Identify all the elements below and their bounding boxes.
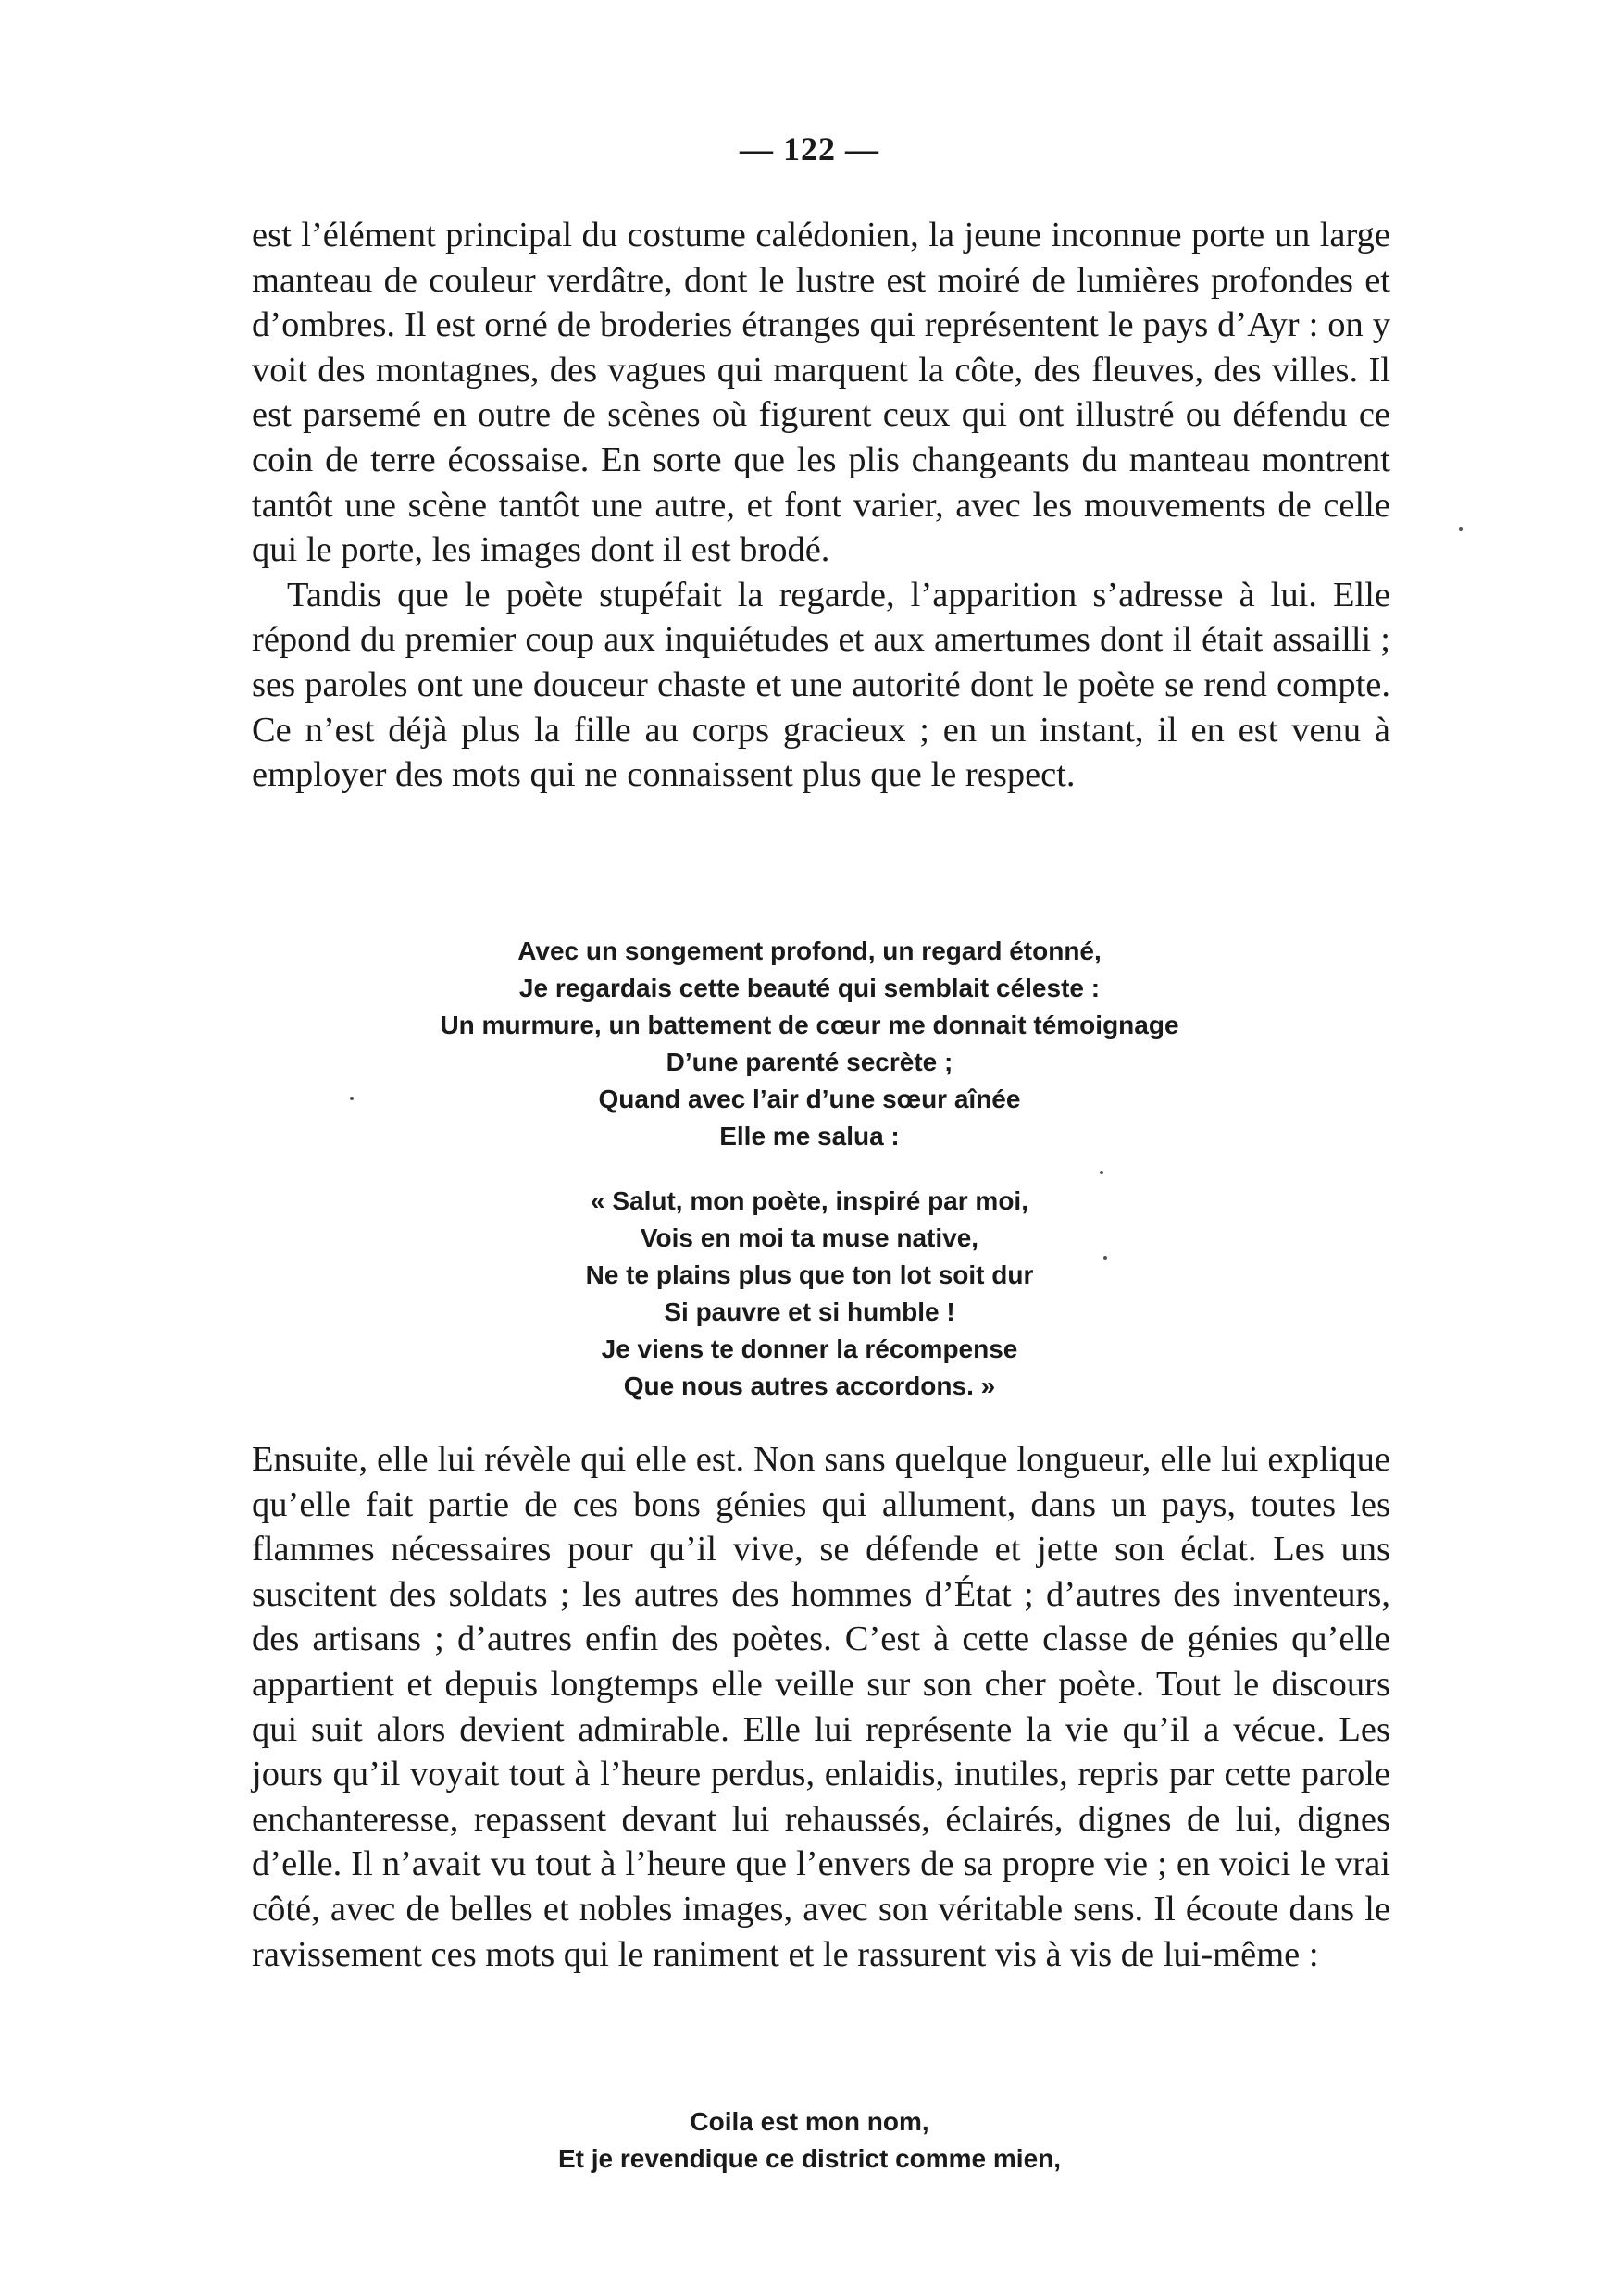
verse-line: Je viens te donner la récompense xyxy=(601,1334,1018,1363)
paragraph-apparition: Tandis que le poète stupéfait la regarde, l’apparition s’adresse à lui. Elle répond du premier coup aux inquiétudes et aux amertumes dont il était assailli ; ses paroles ont une douceur chaste et une autorité dont le poète se rend compte. Ce n’est déjà plus la fille au corps gracieux ; en un instant, il en est venu à employer des mots qui ne connaissent plus que le respect. xyxy=(252,575,1390,795)
verse-line: Que nous autres accordons. » xyxy=(623,1371,996,1400)
print-speck xyxy=(1103,1256,1107,1260)
verse-line: Elle me salua : xyxy=(719,1122,900,1150)
print-speck xyxy=(1459,527,1463,531)
verse-block-greeting xyxy=(0,933,1619,1155)
verse-line: Vois en moi ta muse native, xyxy=(640,1223,979,1252)
verse-line: Quand avec l’air d’une sœur aînée xyxy=(598,1085,1021,1113)
print-speck xyxy=(1100,1171,1103,1174)
verse-block-muse xyxy=(0,1183,1619,1405)
verse-line: D’une parenté secrète ; xyxy=(666,1048,953,1076)
print-speck xyxy=(350,1097,354,1100)
paragraph-revelation: Ensuite, elle lui révèle qui elle est. Non sans quelque longueur, elle lui explique qu’elle fait partie de ces bons génies qui allument, dans un pays, toutes les flammes nécessaires pour qu’il vive, se défende et jette son éclat. Les uns suscitent des soldats ; les autres des hommes d’État ; d’autres des inventeurs, des artisans ; d’autres enfin des poètes. C’est à cette classe de génies qu’elle appartient et depuis longtemps elle veille sur son cher poète. Tout le discours qui suit alors devient admirable. Elle lui représente la vie qu’il a vécue. Les jours qu’il voyait tout à l’heure perdus, enlaidis, inutiles, repris par cette parole enchanteresse, repassent devant lui rehaussés, éclairés, dignes de lui, dignes d’elle. Il n’avait vu tout à l’heure que l’envers de sa propre vie ; en voici le vrai côté, avec de belles et nobles images, avec son véritable sens. Il écoute dans le ravissement ces mots qui le raniment et le rassurent vis à vis de lui-même : xyxy=(252,1440,1390,1974)
verse-line: Si pauvre et si humble ! xyxy=(664,1297,955,1326)
paragraph-costume: est l’élément principal du costume calédonien, la jeune inconnue porte un large manteau de couleur verdâtre, dont le lustre est moiré de lumières profondes et d’ombres. Il est orné de broderies étranges qui représentent le pays d’Ayr : on y voit des montagnes, des vagues qui marquent la côte, des fleuves, des villes. Il est parsemé en outre de scènes où figurent ceux qui ont illustré ou défendu ce coin de terre écossaise. En sorte que les plis changeants du manteau montrent tantôt une scène tantôt une autre, et font varier, avec les mouvements de celle qui le porte, les images dont il est brodé. xyxy=(252,216,1390,570)
verse-line: Un murmure, un battement de cœur me donnait témoignage xyxy=(440,1011,1179,1039)
verse-line: « Salut, mon poète, inspiré par moi, xyxy=(591,1186,1028,1215)
body-text-top xyxy=(252,213,1390,798)
page-number: — 122 — xyxy=(740,130,879,168)
verse-block-coila xyxy=(0,2104,1619,2178)
verse-line: Coila est mon nom, xyxy=(690,2107,929,2136)
verse-line: Et je revendique ce district comme mien, xyxy=(557,2144,1062,2173)
verse-line: Je regardais cette beauté qui semblait céleste : xyxy=(518,974,1101,1002)
verse-line: Avec un songement profond, un regard étonné, xyxy=(517,937,1102,965)
body-text-bottom xyxy=(252,1437,1390,1977)
verse-line: Ne te plains plus que ton lot soit dur xyxy=(585,1260,1034,1289)
